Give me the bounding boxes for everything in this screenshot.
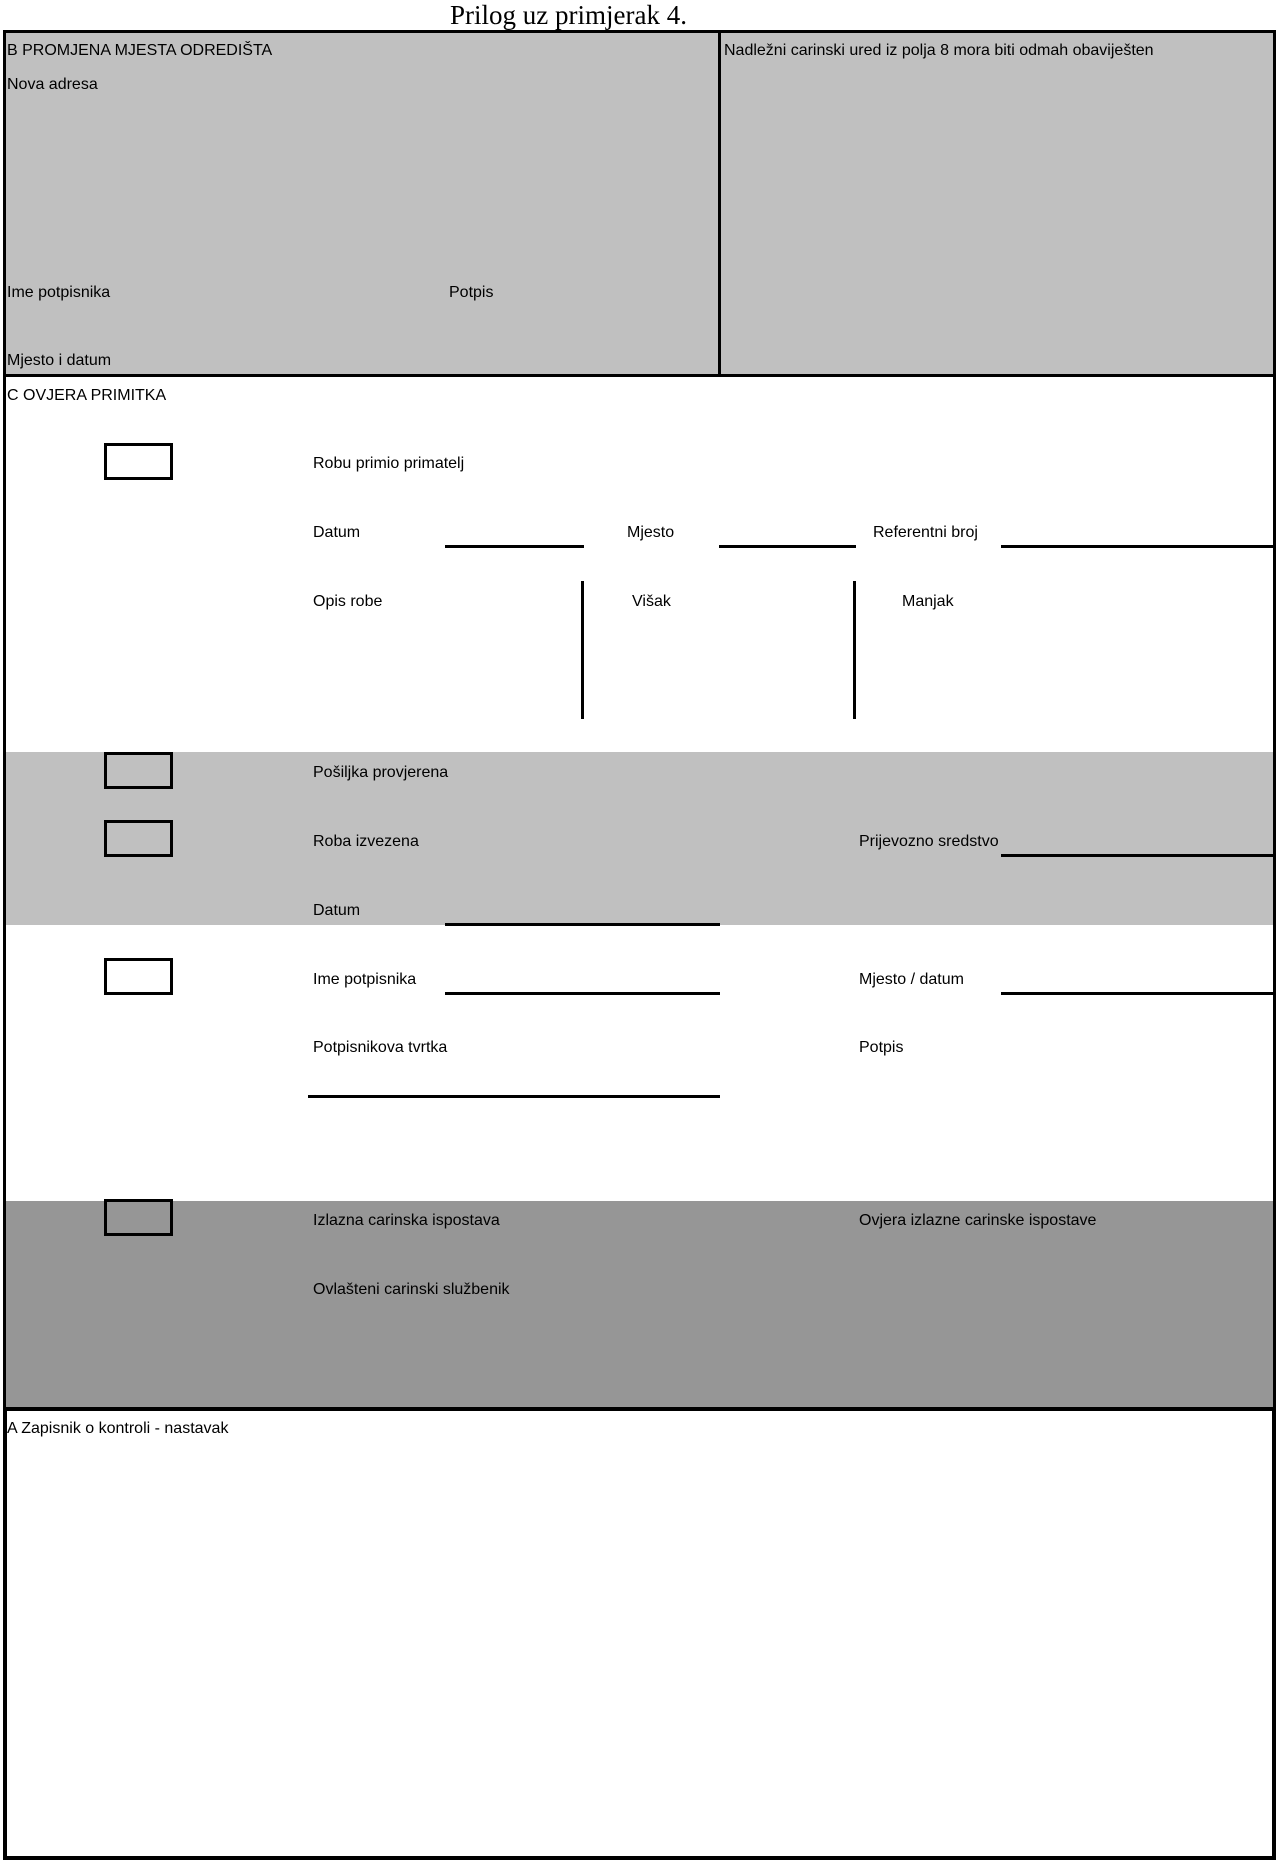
received-label: Robu primio primatelj [313, 455, 465, 472]
checked-label: Pošiljka provjerena [313, 764, 449, 781]
signer-checkbox[interactable] [104, 958, 173, 995]
exit-office-checkbox[interactable] [104, 1199, 173, 1236]
exit-office-label: Izlazna carinska ispostava [313, 1212, 500, 1229]
reference-field-line[interactable] [1001, 545, 1274, 548]
place-date-label-c: Mjesto / datum [859, 971, 964, 988]
signature-label-b: Potpis [449, 284, 494, 301]
signer-name-label-c: Ime potpisnika [313, 971, 417, 988]
notice-text: Nadležni carinski ured iz polja 8 mora biti odmah obaviješten [724, 42, 1154, 59]
transport-label: Prijevozno sredstvo [859, 833, 999, 850]
exported-checkbox[interactable] [104, 820, 173, 857]
export-date-field-line[interactable] [445, 923, 720, 926]
place-label: Mjesto [627, 524, 675, 541]
received-checkbox[interactable] [104, 443, 173, 480]
place-field-line[interactable] [719, 545, 856, 548]
goods-column-divider-1 [581, 581, 584, 719]
signer-name-label-b: Ime potpisnika [7, 284, 111, 301]
section-b-heading: B PROMJENA MJESTA ODREDIŠTA [7, 42, 273, 59]
officer-label: Ovlašteni carinski službenik [313, 1281, 510, 1298]
section-a-heading: A Zapisnik o kontroli - nastavak [7, 1420, 229, 1437]
checked-checkbox[interactable] [104, 752, 173, 789]
exit-stamp-label: Ovjera izlazne carinske ispostave [859, 1212, 1097, 1229]
surplus-label: Višak [632, 593, 671, 610]
export-date-label: Datum [313, 902, 361, 919]
new-address-label: Nova adresa [7, 76, 98, 93]
page-title: Prilog uz primjerak 4. [450, 0, 687, 30]
signature-label-c: Potpis [859, 1039, 904, 1056]
goods-description-label: Opis robe [313, 593, 383, 610]
section-c-heading: C OVJERA PRIMITKA [7, 387, 167, 404]
shortage-label: Manjak [902, 593, 954, 610]
signer-company-field-line[interactable] [308, 1095, 720, 1098]
place-date-field-line[interactable] [1001, 992, 1274, 995]
section-a-frame [3, 1407, 1276, 1860]
reference-label: Referentni broj [873, 524, 978, 541]
signer-name-field-line[interactable] [445, 992, 720, 995]
section-b-divider [718, 30, 721, 377]
signer-company-label: Potpisnikova tvrtka [313, 1039, 448, 1056]
transport-field-line[interactable] [1001, 854, 1274, 857]
date-label: Datum [313, 524, 361, 541]
section-b-frame [3, 30, 1276, 377]
date-field-line[interactable] [445, 545, 584, 548]
exported-label: Roba izvezena [313, 833, 419, 850]
place-date-label-b: Mjesto i datum [7, 352, 112, 369]
goods-column-divider-2 [853, 581, 856, 719]
